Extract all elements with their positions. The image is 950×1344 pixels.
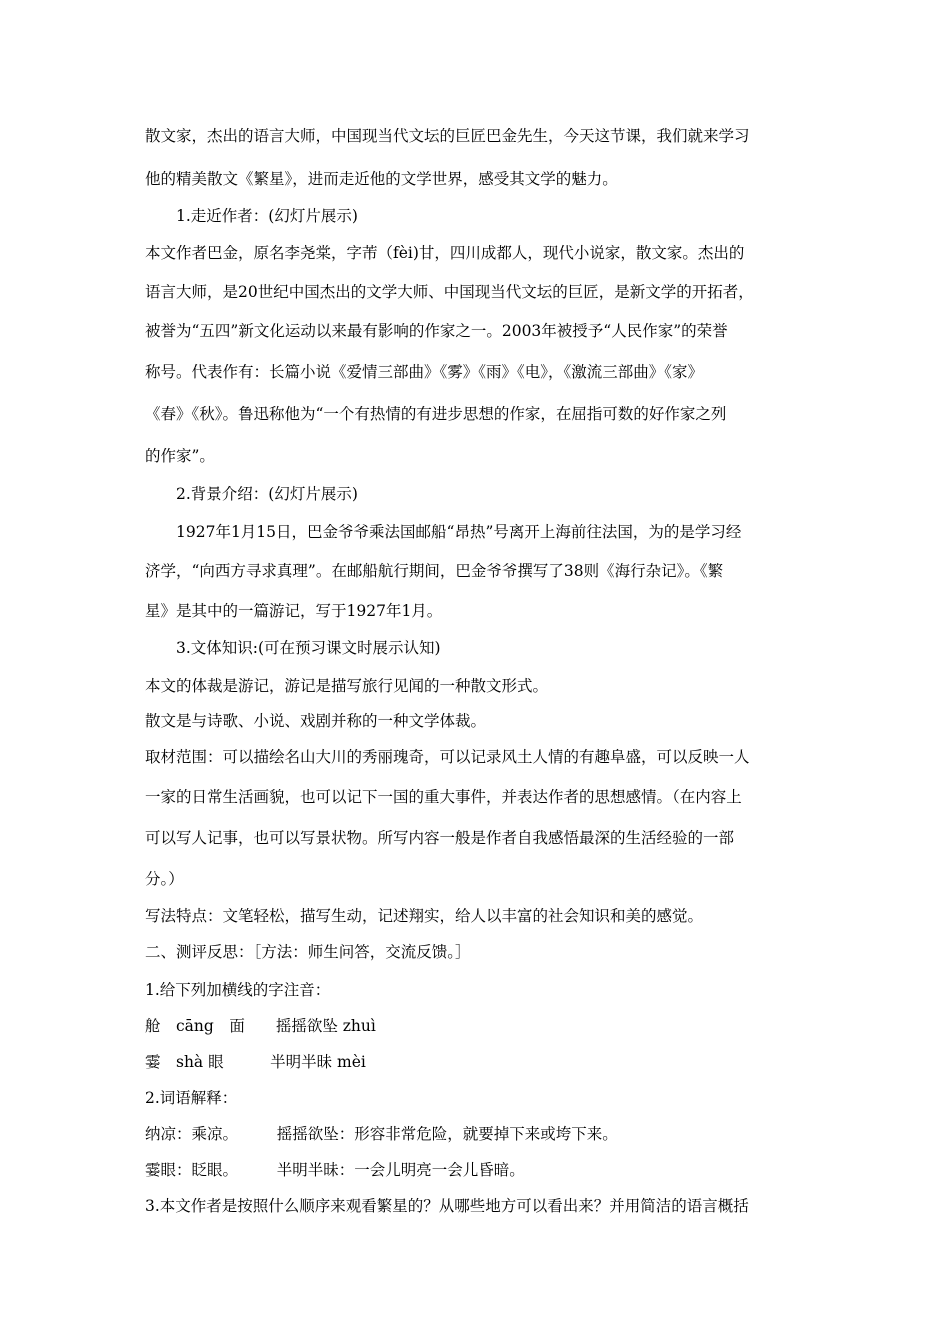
- text-line-13: 星》是其中的一篇游记，写于1927年1月。: [145, 602, 443, 620]
- pinyin-line-1: 舱 cāng 面 摇摇欲坠 zhuì: [145, 1017, 376, 1035]
- text-line-19: 可以写人记事，也可以写景状物。所写内容一般是作者自我感悟最深的生活经验的一部: [145, 829, 735, 847]
- text-line-11: 1927年1月15日，巴金爷爷乘法国邮船“昂热”号离开上海前往法国，为的是学习经: [176, 523, 742, 541]
- text-line-17: 取材范围：可以描绘名山大川的秀丽瑰奇，可以记录风土人情的有趣阜盛，可以反映一人: [145, 748, 750, 766]
- text-line-18: 一家的日常生活画貌，也可以记下一国的重大事件，并表达作者的思想感情。（在内容上: [145, 788, 742, 806]
- text-line-4: 本文作者巴金，原名李尧棠，字芾（fèi)甘，四川成都人，现代小说家，散文家。杰出的: [145, 244, 745, 262]
- text-line-1: 散文家，杰出的语言大师，中国现当代文坛的巨匠巴金先生，今天这节课，我们就来学习: [145, 127, 750, 145]
- definition-line-2: 霎眼：眨眼。 半明半昧：一会儿明亮一会儿昏暗。: [145, 1161, 525, 1179]
- question-1: 1.给下列加横线的字注音：: [145, 981, 331, 999]
- text-line-16: 散文是与诗歌、小说、戏剧并称的一种文学体裁。: [145, 712, 487, 730]
- text-line-9: 的作家”。: [145, 447, 215, 465]
- definition-line-1: 纳凉：乘凉。 摇摇欲坠：形容非常危险，就要掉下来或垮下来。: [145, 1125, 618, 1143]
- text-line-15: 本文的体裁是游记，游记是描写旅行见闻的一种散文形式。: [145, 677, 549, 695]
- pinyin-line-2: 霎 shà 眼 半明半昧 mèi: [145, 1053, 366, 1071]
- section-heading-review: 二、测评反思：［方法：师生问答，交流反馈。］: [145, 943, 471, 961]
- section-heading-author: 1.走近作者：(幻灯片展示): [176, 207, 358, 225]
- text-line-21: 写法特点：文笔轻松，描写生动，记述翔实，给人以丰富的社会知识和美的感觉。: [145, 907, 704, 925]
- text-line-12: 济学，“向西方寻求真理”。在邮船航行期间，巴金爷爷撰写了38则《海行杂记》。《繁: [145, 562, 724, 580]
- section-heading-background: 2.背景介绍：(幻灯片展示): [176, 485, 358, 503]
- section-heading-genre: 3.文体知识:(可在预习课文时展示认知): [176, 639, 441, 657]
- question-2: 2.词语解释：: [145, 1089, 238, 1107]
- text-line-8: 《春》《秋》。鲁迅称他为“一个有热情的有进步思想的作家，在屈指可数的好作家之列: [145, 405, 727, 423]
- question-3: 3.本文作者是按照什么顺序来观看繁星的？从哪些地方可以看出来？并用简洁的语言概括: [145, 1197, 749, 1215]
- text-line-6: 被誉为“五四”新文化运动以来最有影响的作家之一。2003年被授予“人民作家”的荣誉: [145, 322, 728, 340]
- text-line-7: 称号。代表作有：长篇小说《爱情三部曲》《雾》《雨》《电》，《激流三部曲》《家》: [145, 363, 704, 381]
- text-line-2: 他的精美散文《繁星》，进而走近他的文学世界，感受其文学的魅力。: [145, 170, 618, 188]
- text-line-20: 分。）: [145, 870, 184, 888]
- text-line-5: 语言大师，是20世纪中国杰出的文学大师、中国现当代文坛的巨匠，是新文学的开拓者，: [145, 283, 754, 301]
